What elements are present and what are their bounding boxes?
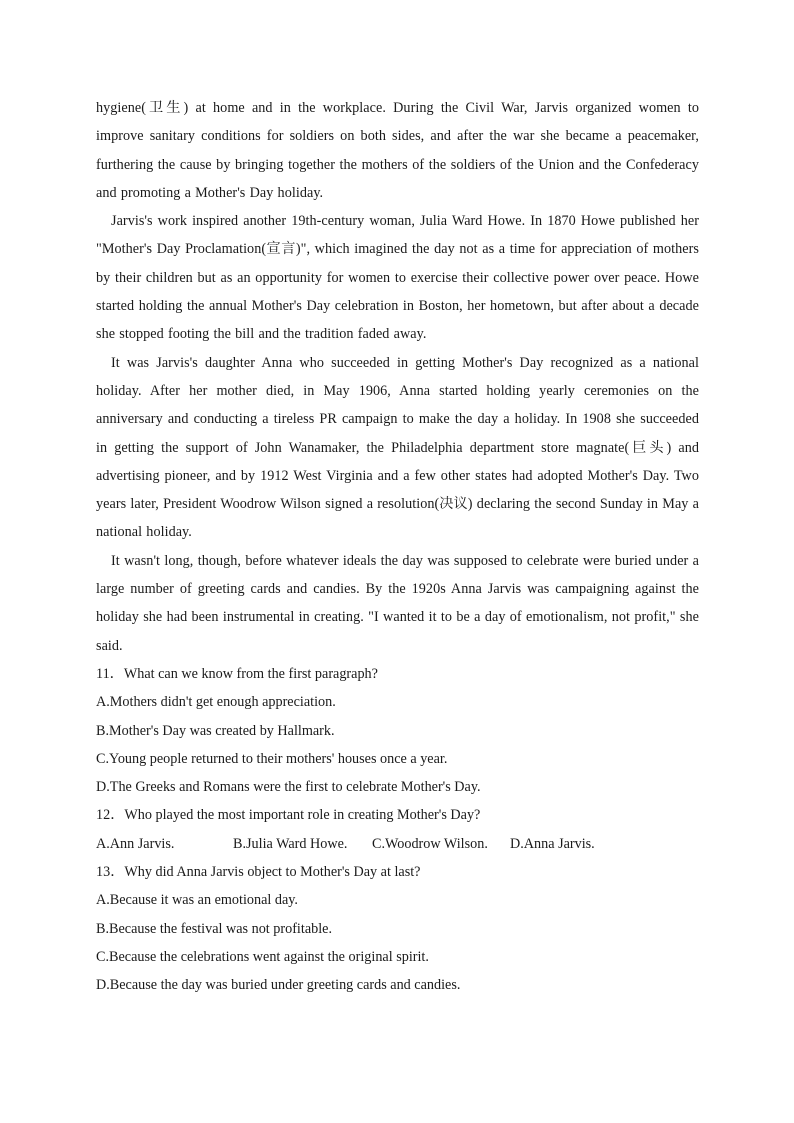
option-d: D.The Greeks and Romans were the first to celebrate Mother's Day.	[96, 779, 481, 796]
option-c: C.Woodrow Wilson.	[372, 835, 488, 852]
question-13	[96, 858, 699, 999]
passage-paragraph-1: hygiene(卫生) at home and in the workplace. During the Civil War, Jarvis organized women to improve sanitary conditions for soldiers on both sides, and after the war she became a peacemaker, furthering the cause by bringing together the mothers of the soldiers of the Union and the Confederacy and promoting a Mother's Day holiday.	[96, 100, 699, 201]
question-11	[96, 660, 699, 801]
option-b: B.Because the festival was not profitable.	[96, 920, 332, 937]
option-d: D.Anna Jarvis.	[510, 835, 595, 852]
option-b: B.Mother's Day was created by Hallmark.	[96, 722, 335, 739]
option-a: A.Ann Jarvis.	[96, 835, 175, 852]
question-stem: 13．Why did Anna Jarvis object to Mother's Day at last?	[96, 864, 421, 881]
passage-paragraph-3: It was Jarvis's daughter Anna who succeeded in getting Mother's Day recognized as a national holiday. After her mother died, in May 1906, Anna started holding yearly ceremonies on the anniversary and conducting a tireless PR campaign to make the day a holiday. In 1908 she succeeded in getting the support of John Wanamaker, the Philadelphia department store magnate(巨头) and advertising pioneer, and by 1912 West Virginia and a few other states had adopted Mother's Day. Two years later, President Woodrow Wilson signed a resolution(决议) declaring the second Sunday in May a national holiday.	[96, 354, 699, 541]
question-stem: 11．What can we know from the first paragraph?	[96, 665, 378, 682]
option-c: C.Young people returned to their mothers' houses once a year.	[96, 750, 448, 767]
passage-paragraph-4: It wasn't long, though, before whatever ideals the day was supposed to celebrate were buried under a large number of greeting cards and candies. By the 1920s Anna Jarvis was campaigning against the holiday she had been instrumental in creating. "I wanted it to be a day of emotionalism, not profit," she said.	[96, 552, 699, 654]
options-row	[96, 830, 699, 858]
question-12	[96, 801, 699, 858]
question-stem: 12．Who played the most important role in creating Mother's Day?	[96, 807, 481, 824]
option-b: B.Julia Ward Howe.	[233, 835, 348, 852]
option-a: A.Mothers didn't get enough appreciation.	[96, 694, 336, 711]
passage-paragraph-2: Jarvis's work inspired another 19th-century woman, Julia Ward Howe. In 1870 Howe published her "Mother's Day Proclamation(宣言)", which imagined the day not as a time for appreciation of mothers by their children but as an opportunity for women to exercise their collective power over peace. Howe started holding the annual Mother's Day celebration in Boston, her hometown, but after about a decade she stopped footing the bill and the tradition faded away.	[96, 213, 699, 343]
option-d: D.Because the day was buried under greeting cards and candies.	[96, 977, 461, 994]
document-page	[96, 94, 699, 1000]
option-a: A.Because it was an emotional day.	[96, 892, 298, 909]
option-c: C.Because the celebrations went against the original spirit.	[96, 948, 429, 965]
